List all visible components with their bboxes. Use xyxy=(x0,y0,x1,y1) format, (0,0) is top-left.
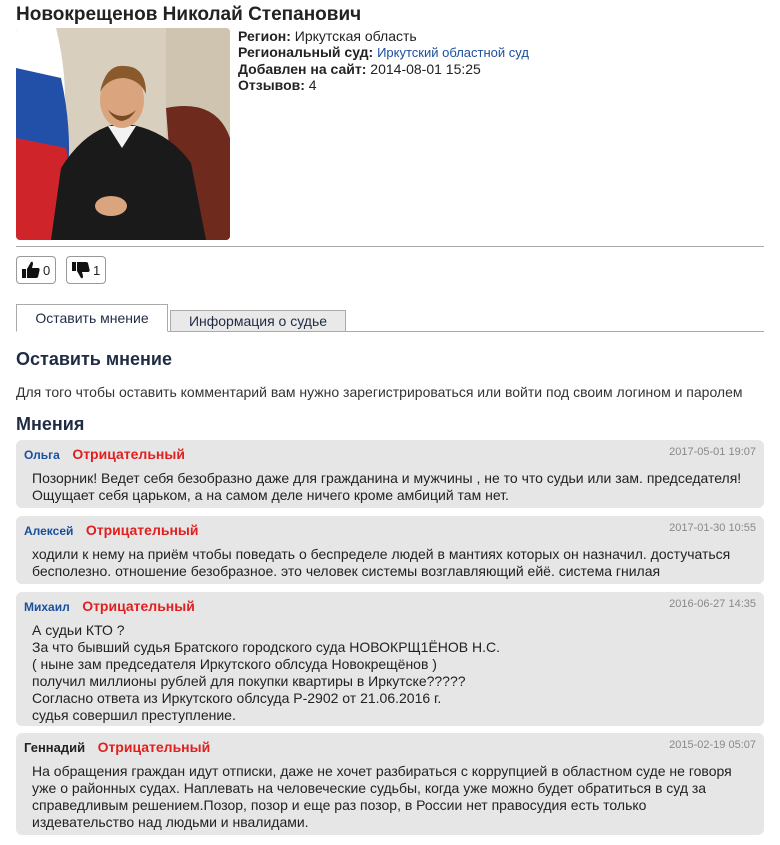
dislike-count: 1 xyxy=(93,262,101,278)
opinion-head xyxy=(24,446,185,464)
added-label: Добавлен на сайт: xyxy=(238,61,367,77)
court-row xyxy=(238,44,529,61)
added-value: 2014-08-01 15:25 xyxy=(370,61,481,77)
opinion-sentiment: Отрицательный xyxy=(82,598,195,614)
opinion-head xyxy=(24,522,198,540)
judge-portrait-image xyxy=(16,28,230,240)
region-label: Регион: xyxy=(238,28,291,44)
reviews-row xyxy=(238,77,529,93)
thumbs-up-icon xyxy=(21,260,41,280)
opinion-sentiment: Отрицательный xyxy=(97,739,211,755)
login-required-note: Для того чтобы оставить комментарий вам нужно зарегистрироваться или войти под своим логином и паролем xyxy=(16,384,743,400)
like-button[interactable] xyxy=(16,256,56,284)
opinion-author[interactable]: Михаил xyxy=(24,600,70,614)
thumbs-down-icon xyxy=(71,260,91,280)
opinion-head xyxy=(24,739,210,757)
reviews-count: 4 xyxy=(308,77,317,93)
opinion-card xyxy=(16,592,764,726)
court-label: Региональный суд: xyxy=(238,44,374,60)
opinions-title: Мнения xyxy=(16,414,85,434)
divider xyxy=(16,246,764,247)
dislike-button[interactable] xyxy=(66,256,106,284)
opinion-head xyxy=(24,598,195,616)
opinion-text: Позорник! Ведет себя безобразно даже для гражданина и мужчины , не то что судьи или зам. председателя! Ощущает себя царьком, а на самом деле ничего кроме амбиций там нет. xyxy=(32,470,742,503)
region-row xyxy=(238,28,529,44)
opinion-date: 2017-05-01 19:07 xyxy=(669,446,756,458)
opinion-text: ходили к нему на приём чтобы поведать о беспределе людей в мантиях которых он назначил. достучаться бесполезно. отношение безобразное. это человек системы возглавляющий ейё. система гнилая xyxy=(32,546,731,579)
opinion-author[interactable]: Ольга xyxy=(24,448,60,462)
judge-name: Новокрещенов Николай Степанович xyxy=(16,4,362,25)
opinion-date: 2016-06-27 14:35 xyxy=(669,598,756,610)
leave-opinion-title: Оставить мнение xyxy=(16,349,172,369)
tab-leave-opinion[interactable]: Оставить мнение xyxy=(16,304,168,332)
opinion-sentiment: Отрицательный xyxy=(85,522,199,538)
opinion-card xyxy=(16,440,764,508)
opinion-sentiment: Отрицательный xyxy=(72,446,185,462)
opinion-text: А судьи КТО ? За что бывший судья Братского городского суда НОВОКРЩ1ЁНОВ Н.С. ( ныне зам председателя Иркутского облсуда Новокрещёнов ) получил миллионы рублей для покупки квартиры в Иркутске????? Согласно ответа из Иркутского облсуда Р-2902 от 21.06.2016 г. судья совершил преступление. xyxy=(32,622,501,723)
added-row xyxy=(238,61,529,77)
tab-judge-info[interactable]: Информация о судье xyxy=(170,310,346,332)
opinion-card xyxy=(16,733,764,835)
opinion-date: 2015-02-19 05:07 xyxy=(669,739,756,751)
opinion-date: 2017-01-30 10:55 xyxy=(669,522,756,534)
opinion-card xyxy=(16,516,764,584)
opinion-text: На обращения граждан идут отписки, даже не хочет разбираться с коррупцией в областном суде не говоря уже о районных судах. Наплевать на человеческие судьбы, когда уже можно будет обратиться в суд за справедливым решением.Позор, позор и еще раз позор, в России нет правосудия есть только издевательство над людьми и нвалидами. xyxy=(32,763,732,830)
judge-info xyxy=(238,28,529,93)
court-link[interactable]: Иркутский областной суд xyxy=(377,45,529,60)
reviews-label: Отзывов: xyxy=(238,77,305,93)
region-value: Иркутская область xyxy=(294,28,417,44)
opinion-author[interactable]: Геннадий xyxy=(24,740,86,755)
opinion-author[interactable]: Алексей xyxy=(24,524,74,538)
like-count: 0 xyxy=(43,262,51,278)
judge-photo xyxy=(16,28,230,240)
